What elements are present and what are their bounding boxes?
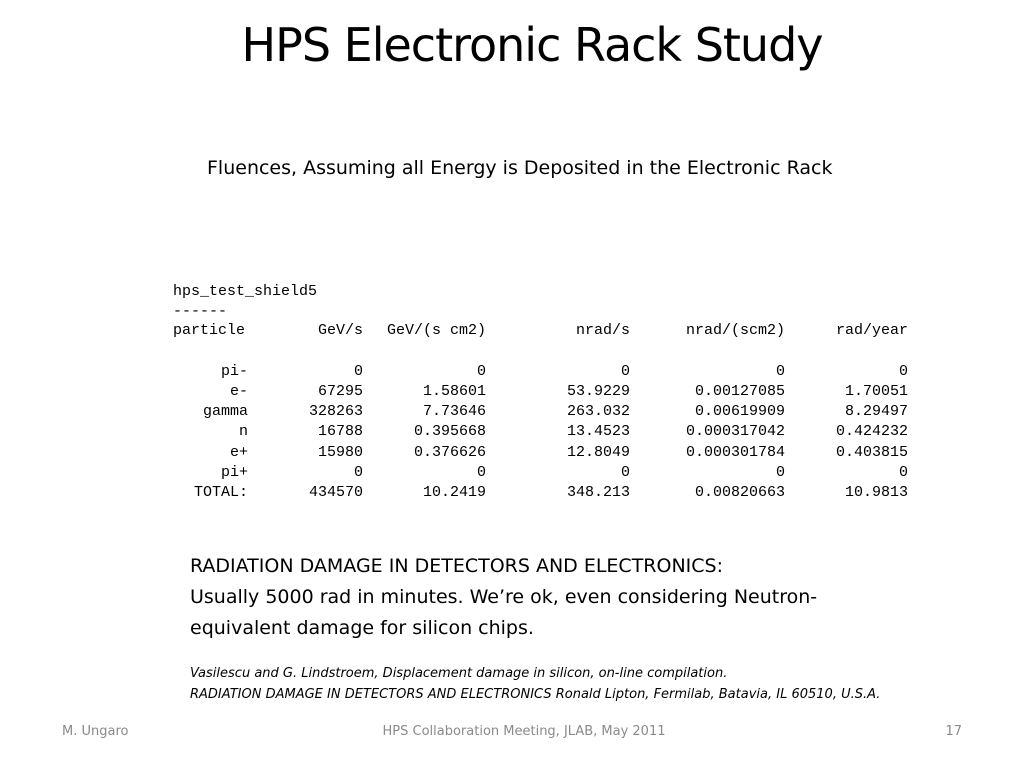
- table-row: [160, 402, 908, 422]
- footer-event: HPS Collaboration Meeting, JLAB, May 2011: [382, 724, 666, 739]
- cell-value: 67295: [317, 382, 363, 400]
- table-row: [160, 382, 908, 402]
- cell-total-value: 434570: [308, 484, 363, 502]
- cell-value: 0.00619909: [694, 403, 785, 421]
- references-block: [190, 663, 950, 705]
- notes-heading: RADIATION DAMAGE IN DETECTORS AND ELECTRONICS:: [190, 555, 724, 577]
- header-nrad-per-scm2: nrad/(scm2): [685, 322, 785, 339]
- cell-value: 0: [775, 362, 785, 380]
- cell-value: 53.9229: [566, 382, 630, 400]
- cell-total-value: 10.9813: [844, 484, 908, 502]
- table-spacer-row: [160, 341, 908, 361]
- cell-particle: pi-: [220, 362, 248, 380]
- cell-value: 0.424232: [835, 423, 908, 441]
- slide-title: HPS Electronic Rack Study: [241, 18, 823, 72]
- footer-page-number: 17: [945, 724, 962, 739]
- fluence-table: [160, 321, 908, 504]
- header-gev-per-s-cm2: GeV/(s cm2): [386, 322, 486, 339]
- cell-value: 0.395668: [413, 423, 486, 441]
- cell-value: 13.4523: [566, 423, 630, 441]
- notes-block: [190, 551, 910, 644]
- cell-particle: pi+: [220, 464, 248, 482]
- header-rad-per-year: rad/year: [835, 322, 908, 339]
- reference-item: Vasilescu and G. Lindstroem, Displacement damage in silicon, on-line compilation.: [190, 666, 728, 681]
- cell-total-value: 0.00820663: [694, 484, 785, 502]
- cell-value: 0.376626: [413, 443, 486, 461]
- cell-value: 0: [353, 464, 363, 482]
- cell-value: 0: [620, 362, 630, 380]
- cell-value: 12.8049: [566, 443, 630, 461]
- cell-value: 0: [898, 464, 908, 482]
- table-name: hps_test_shield5: [173, 283, 318, 300]
- cell-particle: e+: [229, 443, 248, 461]
- reference-item: RADIATION DAMAGE IN DETECTORS AND ELECTRONICS Ronald Lipton, Fermilab, Batavia, IL 60510, U.S.A.: [190, 687, 881, 702]
- cell-value: 0: [898, 362, 908, 380]
- cell-total-value: 348.213: [566, 484, 630, 502]
- cell-particle: gamma: [202, 403, 248, 421]
- cell-value: 1.70051: [844, 382, 908, 400]
- cell-value: 0.00127085: [694, 382, 785, 400]
- header-gev-per-s: GeV/s: [317, 322, 363, 339]
- header-nrad-per-s: nrad/s: [575, 322, 630, 339]
- footer-author: M. Ungaro: [62, 724, 129, 739]
- table-row: [160, 463, 908, 483]
- cell-value: 0: [476, 362, 486, 380]
- cell-total-value: 10.2419: [422, 484, 486, 502]
- cell-value: 0: [620, 464, 630, 482]
- cell-particle: n: [238, 423, 248, 441]
- table-header-row: [160, 321, 908, 341]
- table-row: [160, 422, 908, 442]
- cell-value: 0: [775, 464, 785, 482]
- cell-value: 1.58601: [422, 382, 486, 400]
- cell-value: 0: [353, 362, 363, 380]
- cell-value: 7.73646: [422, 403, 486, 421]
- notes-body: Usually 5000 rad in minutes. We’re ok, even considering Neutron-equivalent damage for silicon chips.: [190, 586, 818, 639]
- cell-value: 0: [476, 464, 486, 482]
- cell-value: 16788: [317, 423, 363, 441]
- slide-subtitle: Fluences, Assuming all Energy is Deposited in the Electronic Rack: [207, 157, 833, 179]
- table-total-row: [160, 483, 908, 503]
- table-row: [160, 362, 908, 382]
- cell-value: 0.403815: [835, 443, 908, 461]
- cell-value: 263.032: [566, 403, 630, 421]
- table-separator: ------: [173, 303, 228, 320]
- cell-total-label: TOTAL:: [193, 484, 248, 502]
- cell-value: 8.29497: [844, 403, 908, 421]
- cell-value: 328263: [308, 403, 363, 421]
- header-particle: particle: [173, 322, 246, 339]
- table-row: [160, 443, 908, 463]
- cell-particle: e-: [229, 382, 248, 400]
- cell-value: 15980: [317, 443, 363, 461]
- cell-value: 0.000301784: [685, 443, 785, 461]
- cell-value: 0.000317042: [685, 423, 785, 441]
